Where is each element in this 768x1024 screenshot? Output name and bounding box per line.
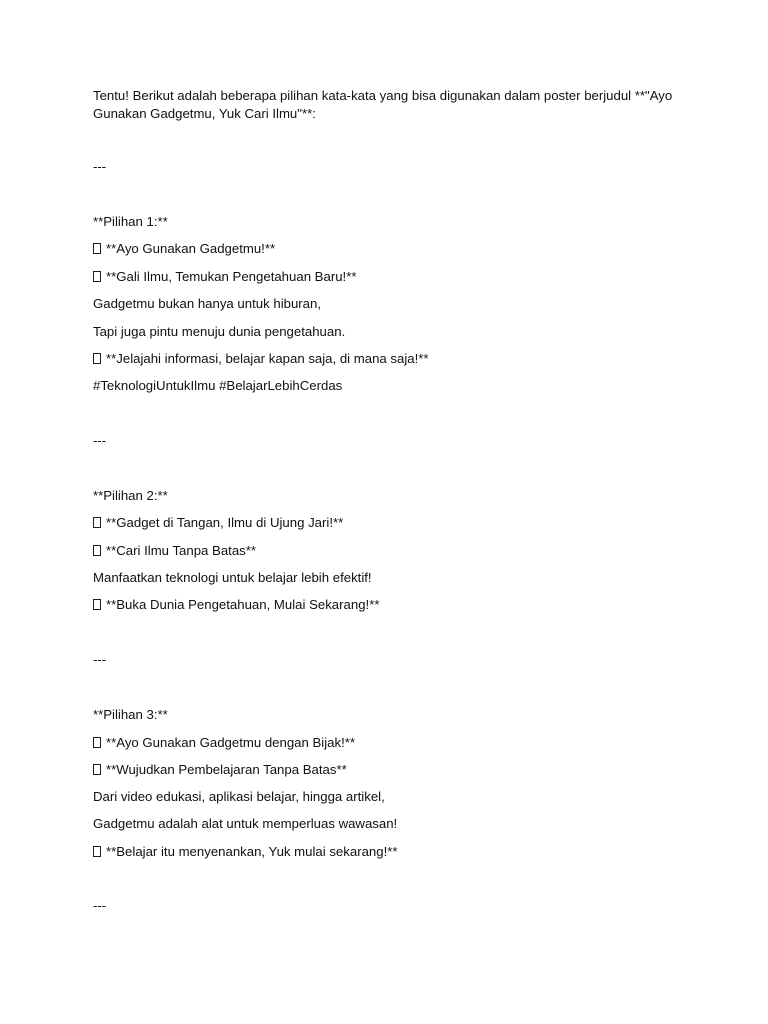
option-3-line (93, 843, 683, 861)
separator: --- (93, 433, 107, 448)
option-1-hashtags: #TeknologiUntukIlmu #BelajarLebihCerdas (93, 378, 343, 393)
option-2-line: Manfaatkan teknologi untuk belajar lebih efektif! (93, 570, 372, 585)
missing-emoji-icon (93, 545, 101, 556)
option-3-heading: **Pilihan 3:** (93, 707, 168, 722)
option-1-line: Tapi juga pintu menuju dunia pengetahuan. (93, 324, 346, 339)
option-1-line (93, 350, 683, 368)
option-1-line-text: **Gali Ilmu, Temukan Pengetahuan Baru!** (106, 269, 357, 284)
option-3-line-text: **Wujudkan Pembelajaran Tanpa Batas** (106, 762, 347, 777)
option-2-line (93, 596, 683, 614)
option-1-line-text: **Jelajahi informasi, belajar kapan saja, di mana saja!** (106, 351, 429, 366)
option-1-line: Gadgetmu bukan hanya untuk hiburan, (93, 296, 322, 311)
missing-emoji-icon (93, 243, 101, 254)
missing-emoji-icon (93, 517, 101, 528)
option-1-line-text: **Ayo Gunakan Gadgetmu!** (106, 241, 276, 256)
option-3-line: Dari video edukasi, aplikasi belajar, hingga artikel, (93, 789, 385, 804)
option-2-heading: **Pilihan 2:** (93, 488, 168, 503)
missing-emoji-icon (93, 764, 101, 775)
option-3-line (93, 761, 683, 779)
option-2-line-text: **Gadget di Tangan, Ilmu di Ujung Jari!** (106, 515, 344, 530)
intro-paragraph: Tentu! Berikut adalah beberapa pilihan kata-kata yang bisa digunakan dalam poster berjudul **"Ayo Gunakan Gadgetmu, Yuk Cari Ilmu"**: (93, 88, 673, 121)
missing-emoji-icon (93, 737, 101, 748)
option-2-line-text: **Buka Dunia Pengetahuan, Mulai Sekarang!** (106, 597, 380, 612)
option-2-line-text: **Cari Ilmu Tanpa Batas** (106, 543, 257, 558)
missing-emoji-icon (93, 353, 101, 364)
option-3-line (93, 734, 683, 752)
option-1-heading: **Pilihan 1:** (93, 214, 168, 229)
missing-emoji-icon (93, 599, 101, 610)
separator: --- (93, 159, 107, 174)
option-2-line (93, 514, 683, 532)
option-1-line (93, 240, 683, 258)
option-1-line (93, 268, 683, 286)
option-3-line-text: **Belajar itu menyenankan, Yuk mulai sekarang!** (106, 844, 398, 859)
option-2-line (93, 542, 683, 560)
option-3-line: Gadgetmu adalah alat untuk memperluas wawasan! (93, 816, 398, 831)
missing-emoji-icon (93, 846, 101, 857)
separator: --- (93, 652, 107, 667)
separator: --- (93, 898, 107, 913)
option-3-line-text: **Ayo Gunakan Gadgetmu dengan Bijak!** (106, 735, 356, 750)
missing-emoji-icon (93, 271, 101, 282)
